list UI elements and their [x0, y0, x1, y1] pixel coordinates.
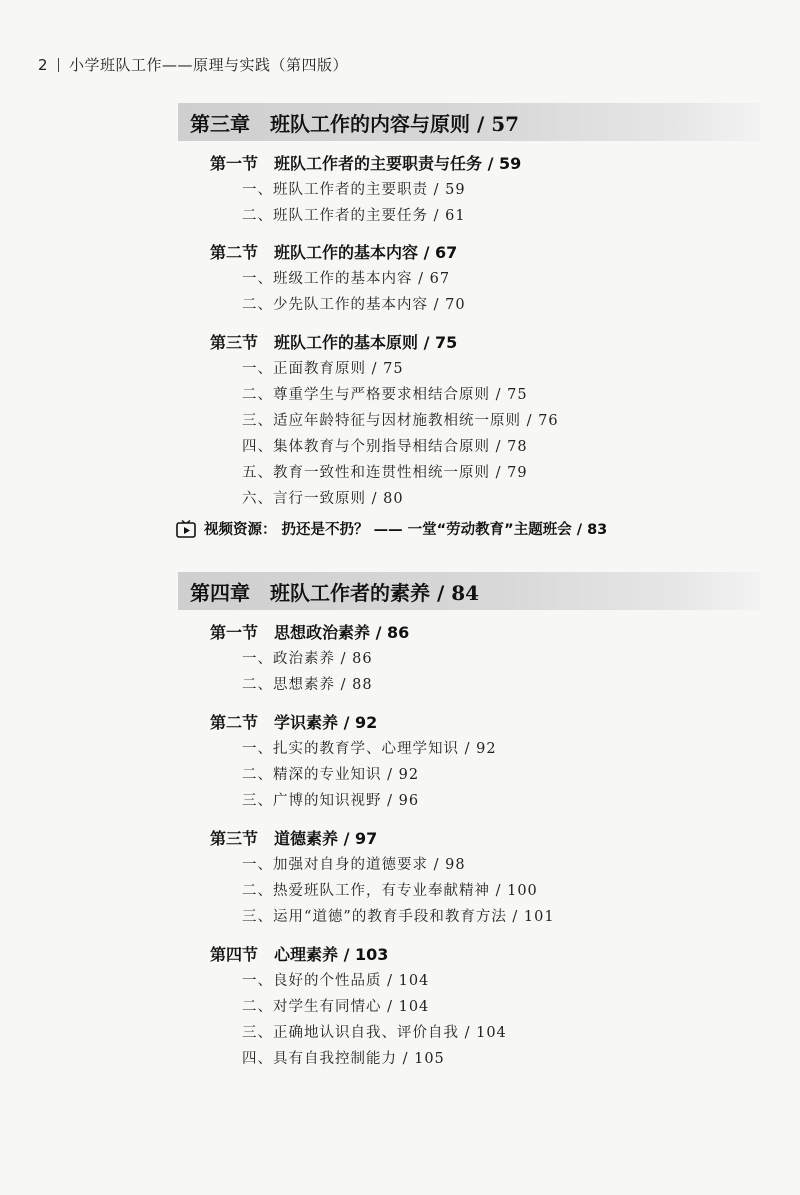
toc-item[interactable]: 一、正面教育原则 / 75: [242, 361, 404, 377]
toc-item[interactable]: 一、班队工作者的主要职责 / 59: [242, 182, 466, 198]
chapter-heading[interactable]: [178, 572, 760, 610]
toc-section[interactable]: 第三节 班队工作的基本原则 / 75: [210, 333, 458, 352]
page-number: 2: [38, 56, 49, 74]
toc-item[interactable]: 三、运用“道德”的教育手段和教育方法 / 101: [242, 909, 555, 925]
toc-item[interactable]: 一、加强对自身的道德要求 / 98: [242, 857, 466, 873]
toc-item[interactable]: 二、精深的专业知识 / 92: [242, 767, 420, 783]
toc-item[interactable]: 二、对学生有同情心 / 104: [242, 999, 430, 1015]
toc-section[interactable]: 第一节 思想政治素养 / 86: [210, 623, 410, 642]
running-header: [38, 54, 348, 75]
toc-section[interactable]: 第一节 班队工作者的主要职责与任务 / 59: [210, 154, 522, 173]
toc-item[interactable]: 三、正确地认识自我、评价自我 / 104: [242, 1025, 507, 1041]
chapter-title: 第三章 班队工作的内容与原则 / 57: [190, 111, 520, 136]
video-resource-link[interactable]: [176, 518, 607, 539]
toc-item[interactable]: 三、适应年龄特征与因材施教相统一原则 / 76: [242, 413, 559, 429]
toc-item[interactable]: 一、良好的个性品质 / 104: [242, 973, 430, 989]
toc-item[interactable]: 四、具有自我控制能力 / 105: [242, 1051, 445, 1067]
video-resource-label: 视频资源： 扔还是不扔？ —— 一堂“劳动教育”主题班会 / 83: [204, 522, 608, 538]
toc-section[interactable]: 第二节 学识素养 / 92: [210, 713, 378, 732]
toc-item[interactable]: 一、政治素养 / 86: [242, 651, 373, 667]
chapter-title: 第四章 班队工作者的素养 / 84: [190, 580, 480, 605]
toc-item[interactable]: 六、言行一致原则 / 80: [242, 491, 404, 507]
video-play-icon: [176, 520, 196, 538]
chapter-heading[interactable]: [178, 103, 760, 141]
toc-item[interactable]: 一、班级工作的基本内容 / 67: [242, 271, 451, 287]
header-divider: [58, 58, 59, 72]
toc-item[interactable]: 二、班队工作者的主要任务 / 61: [242, 208, 466, 224]
toc-item[interactable]: 二、少先队工作的基本内容 / 70: [242, 297, 466, 313]
toc-section[interactable]: 第三节 道德素养 / 97: [210, 829, 378, 848]
toc-item[interactable]: 四、集体教育与个别指导相结合原则 / 78: [242, 439, 528, 455]
toc-item[interactable]: 一、扎实的教育学、心理学知识 / 92: [242, 741, 497, 757]
toc-item[interactable]: 二、热爱班队工作，有专业奉献精神 / 100: [242, 883, 538, 899]
toc-item[interactable]: 二、思想素养 / 88: [242, 677, 373, 693]
toc-item[interactable]: 五、教育一致性和连贯性相统一原则 / 79: [242, 465, 528, 481]
toc-item[interactable]: 二、尊重学生与严格要求相结合原则 / 75: [242, 387, 528, 403]
toc-item[interactable]: 三、广博的知识视野 / 96: [242, 793, 420, 809]
toc-section[interactable]: 第二节 班队工作的基本内容 / 67: [210, 243, 458, 262]
toc-section[interactable]: 第四节 心理素养 / 103: [210, 945, 389, 964]
book-title: 小学班队工作——原理与实践（第四版）: [69, 56, 349, 74]
